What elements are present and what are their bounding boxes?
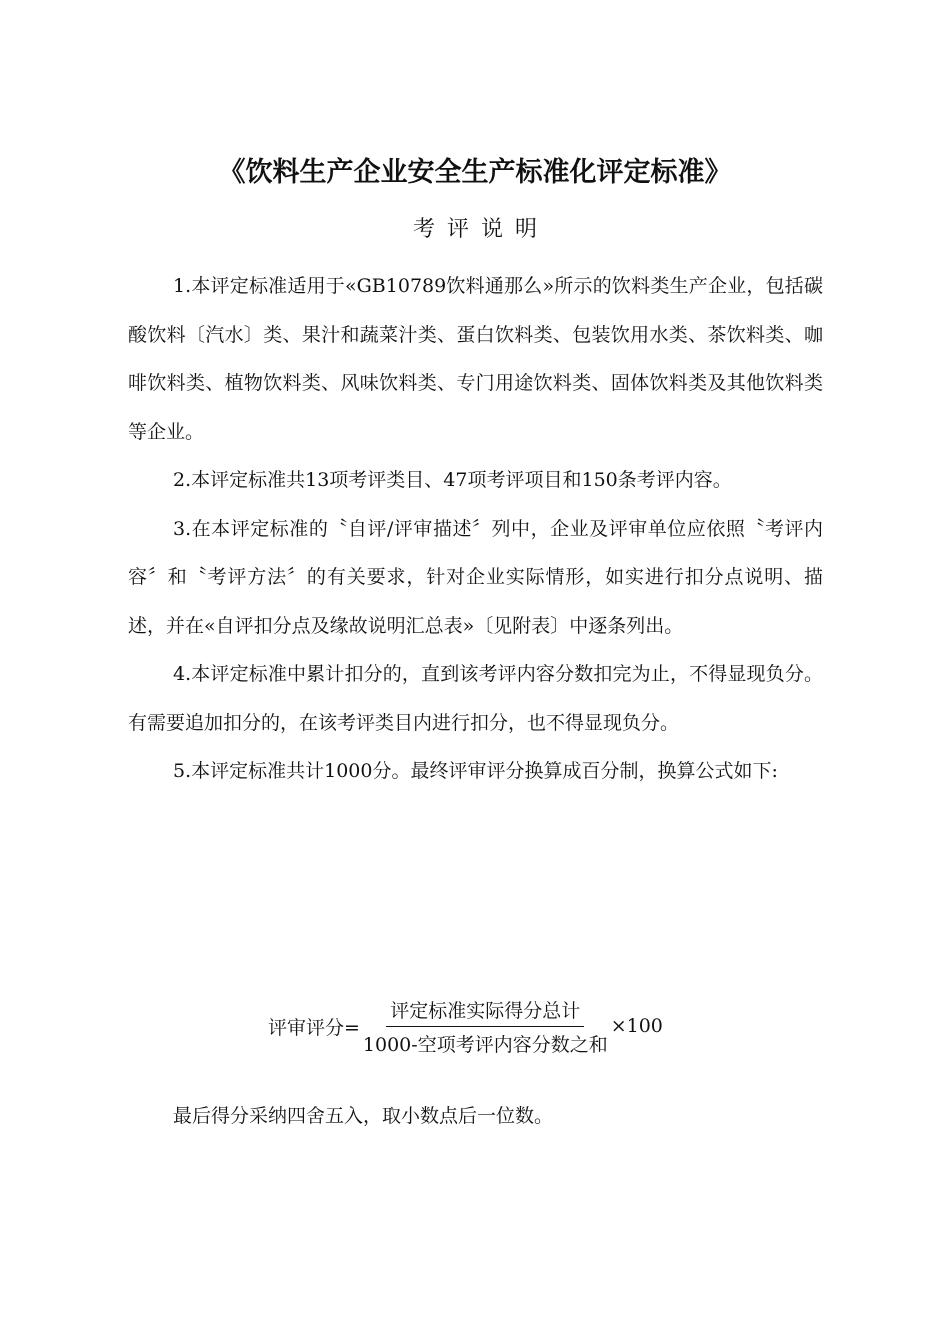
formula-lhs: 评审评分= [268, 1016, 360, 1039]
formula-multiplier: ×100 [610, 1015, 663, 1037]
paragraph-4: 4.本评定标准中累计扣分的，直到该考评内容分数扣完为止，不得显现负分。有需要追加扣分的，在该考评类目内进行扣分，也不得显现负分。 [128, 663, 823, 734]
formula-denominator: 1000-空项考评内容分数之和 [362, 1033, 608, 1056]
document-title: 《饮料生产企业安全生产标准化评定标准》 [218, 157, 732, 188]
formula-fraction [361, 996, 610, 1057]
body-text [128, 262, 823, 796]
paragraph-5: 5.本评定标准共计1000分。最终评审评分换算成百分制，换算公式如下: [173, 760, 778, 782]
section-subtitle: 考评说明 [412, 217, 549, 242]
paragraph-3: 3.在本评定标准的〝自评/评审描述〞列中，企业及评审单位应依照〝考评内容〞和〝考评方法〞的有关要求，针对企业实际情形，如实进行扣分点说明、描述，并在«自评扣分点及缘故说明汇总表»〔见附表〕中逐条列出。 [128, 517, 823, 637]
score-formula [268, 996, 663, 1056]
final-note: 最后得分采纳四舍五入，取小数点后一位数。 [173, 1105, 554, 1127]
paragraph-1: 1.本评定标准适用于«GB10789饮料通那么»所示的饮料类生产企业，包括碳酸饮料〔汽水〕类、果汁和蔬菜汁类、蛋白饮料类、包装饮用水类、茶饮料类、咖啡饮料类、植物饮料类、风味饮料类、专门用途饮料类、固体饮料类及其他饮料类等企业。 [128, 275, 823, 443]
formula-numerator: 评定标准实际得分总计 [386, 996, 584, 1027]
paragraph-2: 2.本评定标准共13项考评类目、47项考评项目和150条考评内容。 [173, 469, 732, 491]
